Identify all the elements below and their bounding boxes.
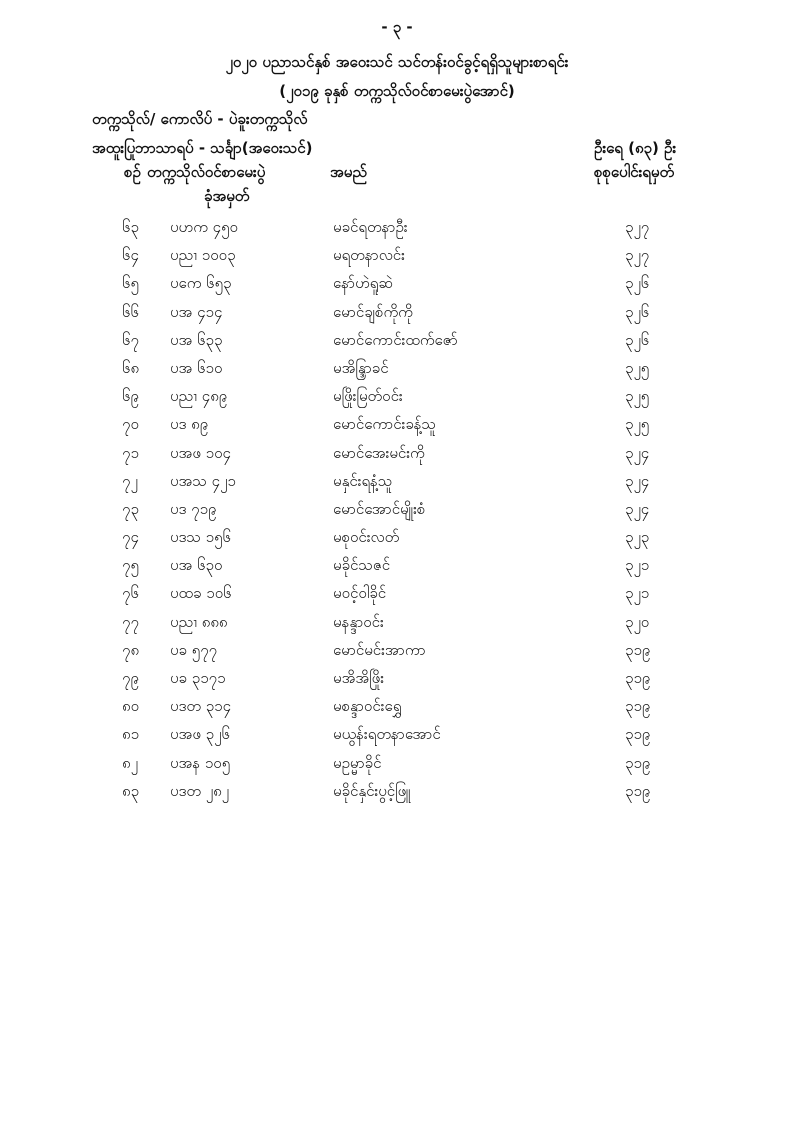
document-subtitle: (၂၀၁၉ ခုနှစ် တက္ကသိုလ်ဝင်စာမေးပွဲအောင်): [279, 82, 515, 100]
table-row: [0, 214, 794, 242]
roll-number: ပအ ၆၃၃: [170, 330, 223, 349]
student-name: နော်ဟဲရူဆဲ: [333, 274, 393, 293]
row-number: ၆၈: [122, 358, 140, 377]
row-number: ၇၁: [122, 443, 139, 462]
table-row: [0, 524, 794, 552]
roll-number: ပဟက ၄၅၀: [170, 218, 238, 236]
table-row: [0, 693, 794, 721]
student-name: မယွန်းရတနာအောင်: [333, 725, 441, 744]
document-title: ၂၀၂၀ ပညာသင်နှစ် အဝေးသင် သင်တန်းဝင်ခွင့်ရရှိသူများစာရင်း: [225, 53, 569, 71]
row-number: ၆၆: [122, 302, 139, 321]
student-name: မောင်အောင်မျိုးစံ: [333, 499, 426, 518]
roll-number: ပအ ၄၁၄: [170, 302, 223, 321]
roll-number: ပညၢ ၈၈၈: [170, 612, 228, 631]
column-header-name: အမည်: [330, 163, 367, 181]
total-mark: ၃၂၆: [625, 302, 650, 321]
row-number: ၇၄: [122, 528, 139, 547]
roll-number: ပညၢ ၄၈၉: [170, 387, 228, 406]
total-mark: ၃၁၉: [625, 753, 651, 772]
roll-number: ပအသ ၄၂၁: [170, 471, 236, 490]
total-mark: ၃၂၁: [625, 584, 650, 603]
table-row: [0, 468, 794, 496]
row-number: ၆၄: [122, 246, 139, 265]
column-header-no: စဉ်: [124, 163, 141, 181]
student-name: မနှင်းရနံ့သူ: [333, 471, 393, 490]
row-number: ၆၃: [122, 218, 139, 236]
row-number: ၆၇: [122, 330, 139, 349]
column-header-mark: စုစုပေါင်းရမှတ်: [594, 163, 675, 181]
row-number: ၈၂: [122, 753, 138, 772]
column-header-roll: တက္ကသိုလ်ဝင်စာမေးပွဲ: [147, 163, 266, 181]
roll-number: ပအန ၁၀၅: [170, 753, 231, 772]
row-number: ၈၀: [122, 697, 140, 716]
page-number: - ၃ -: [381, 18, 413, 36]
roll-number: ပထခ ၁၀၆: [170, 584, 232, 603]
student-name: မောင်မင်းအာကာ: [333, 640, 426, 659]
roll-number: ပကေ ၆၅၃: [170, 274, 232, 293]
total-mark: ၃၂၄: [625, 499, 650, 518]
roll-number: ပဒတ ၂၈၂: [170, 781, 230, 800]
student-name: မောင်ချစ်ကိုကို: [333, 302, 413, 321]
row-number: ၇၅: [122, 556, 139, 575]
table-row: [0, 270, 794, 298]
row-number: ၈၃: [122, 781, 140, 800]
roll-number: ပအ ၆၁၀: [170, 358, 223, 377]
table-row: [0, 750, 794, 778]
row-number: ၈၁: [122, 725, 140, 744]
total-mark: ၃၂၁: [625, 556, 650, 575]
major-label: အထူးပြုဘာသာရပ် - သင်္ချာ(အဝေးသင်): [92, 139, 313, 157]
table-row: [0, 355, 794, 383]
student-name: မောင်ကောင်းခန့်သူ: [333, 415, 437, 434]
total-mark: ၃၁၉: [625, 697, 651, 716]
row-number: ၇၀: [122, 415, 139, 434]
table-row: [0, 552, 794, 580]
roll-number: ပညၢ ၁၀၀၃: [170, 246, 236, 265]
student-name: မစုဝင်းလတ်: [333, 528, 400, 547]
total-mark: ၃၂၅: [625, 415, 650, 434]
table-row: [0, 637, 794, 665]
table-row: [0, 242, 794, 270]
total-mark: ၃၁၉: [625, 781, 651, 800]
total-mark: ၃၁၉: [625, 725, 651, 744]
student-name: မောင်အေးမင်းကို: [333, 443, 425, 462]
student-name: မဝင့်ဝါခိုင်: [333, 584, 387, 603]
student-name: မအိန္ဒြာခင်: [333, 358, 389, 377]
student-name: မဖြိုးမြတ်ဝင်း: [333, 387, 403, 406]
results-table: [0, 214, 794, 806]
table-row: [0, 721, 794, 749]
total-mark: ၃၂၆: [625, 274, 650, 293]
total-mark: ၃၂၅: [625, 387, 650, 406]
roll-number: ပဒတ ၃၁၄: [170, 697, 232, 716]
table-row: [0, 383, 794, 411]
table-row: [0, 299, 794, 327]
row-number: ၇၃: [122, 499, 139, 518]
roll-number: ပဒ ၈၉: [170, 415, 209, 434]
roll-number: ပဒ ၇၁၉: [170, 499, 217, 518]
roll-number: ပဒသ ၁၅၆: [170, 528, 231, 547]
total-mark: ၃၁၉: [625, 669, 651, 687]
student-name: မရတနာလင်း: [333, 246, 405, 265]
roll-number: ပခ ၃၁၇၁: [170, 669, 226, 687]
total-mark: ၃၂၀: [625, 612, 650, 631]
row-number: ၆၉: [122, 387, 139, 406]
table-row: [0, 609, 794, 637]
roll-number: ပခ ၅၇၇: [170, 640, 218, 659]
total-mark: ၃၂၄: [625, 443, 650, 462]
total-mark: ၃၂၆: [625, 330, 650, 349]
student-name: မခိုင်သဇင်: [333, 556, 391, 575]
student-name: မနန္ဒာဝင်း: [333, 612, 384, 631]
student-name: မခိုင်နှင်းပွင့်ဖြူ: [333, 781, 411, 800]
table-row: [0, 665, 794, 693]
table-row: [0, 327, 794, 355]
total-mark: ၃၂၇: [625, 246, 650, 265]
total-mark: ၃၂၇: [625, 218, 650, 236]
row-number: ၇၈: [122, 640, 140, 659]
row-number: ၆၅: [122, 274, 139, 293]
total-count: ဦးရေ (၈၃) ဦး: [594, 139, 677, 157]
student-name: မအိအိဖြိုး: [333, 669, 385, 687]
student-name: မစန္ဒာဝင်းရွှေ: [333, 697, 402, 716]
total-mark: ၃၂၃: [625, 528, 650, 547]
table-row: [0, 496, 794, 524]
table-row: [0, 411, 794, 439]
total-mark: ၃၂၅: [625, 358, 650, 377]
student-name: မခင်ရတနာဦး: [333, 218, 408, 236]
total-mark: ၃၂၄: [625, 471, 650, 490]
row-number: ၇၇: [122, 612, 139, 631]
row-number: ၇၂: [122, 471, 138, 490]
column-header-roll-sub: ခုံအမှတ်: [204, 187, 250, 205]
roll-number: ပအဖ ၁၀၄: [170, 443, 231, 462]
student-name: မဥမ္မာခိုင်: [333, 753, 382, 772]
roll-number: ပအဖ ၃၂၆: [170, 725, 230, 744]
table-row: [0, 580, 794, 608]
table-row: [0, 778, 794, 806]
total-mark: ၃၁၉: [625, 640, 651, 659]
table-row: [0, 440, 794, 468]
roll-number: ပအ ၆၃၀: [170, 556, 223, 575]
university-label: တက္ကသိုလ်/ ကောလိပ် - ပဲခူးတက္ကသိုလ်: [92, 110, 308, 128]
student-name: မောင်ကောင်းထက်ဇော်: [333, 330, 458, 349]
row-number: ၇၉: [122, 669, 139, 687]
row-number: ၇၆: [122, 584, 139, 603]
